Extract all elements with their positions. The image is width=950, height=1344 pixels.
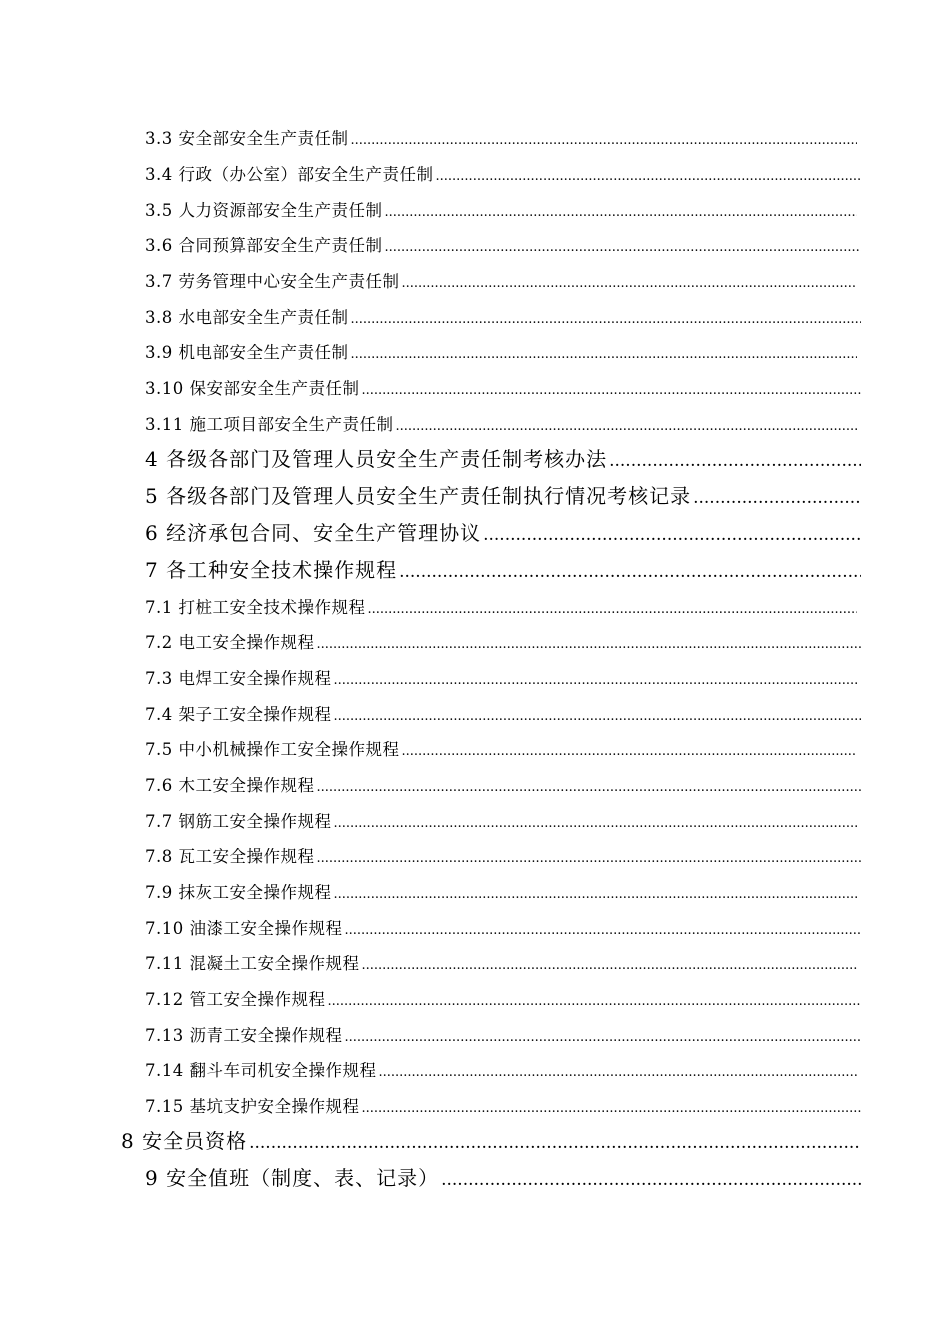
toc-entry[interactable] (145, 554, 861, 583)
toc-entry[interactable] (145, 701, 861, 725)
toc-leader-dots (385, 240, 862, 255)
toc-entry-label: 7.8 瓦工安全操作规程 (145, 847, 315, 866)
toc-entry[interactable] (145, 594, 857, 618)
toc-leader-dots (361, 958, 857, 973)
toc-entry-label: 7.13 沥青工安全操作规程 (145, 1026, 343, 1045)
toc-leader-dots (334, 673, 858, 688)
toc-entry[interactable] (145, 1093, 861, 1117)
toc-entry-label: 6 经济承包合同、安全生产管理协议 (145, 521, 482, 545)
toc-entry[interactable] (145, 339, 857, 363)
toc-entry-label: 3.4 行政（办公室）部安全生产责任制 (145, 165, 434, 184)
toc-entry-label: 7.9 抹灰工安全操作规程 (145, 883, 332, 902)
toc-entry-label: 7.11 混凝土工安全操作规程 (145, 954, 360, 973)
toc-entry[interactable] (145, 986, 861, 1010)
toc-entry[interactable] (145, 161, 861, 185)
toc-entry[interactable] (121, 1125, 861, 1154)
toc-leader-dots (334, 816, 858, 831)
toc-entry[interactable] (145, 232, 861, 256)
toc-entry-label: 7.2 电工安全操作规程 (145, 633, 315, 652)
toc-entry-label: 3.11 施工项目部安全生产责任制 (145, 415, 394, 434)
toc-entry-label: 3.5 人力资源部安全生产责任制 (145, 201, 383, 220)
toc-leader-dots (378, 1065, 857, 1080)
toc-entry-label: 9 安全值班（制度、表、记录） (145, 1166, 440, 1190)
toc-entry-label: 8 安全员资格 (121, 1129, 248, 1153)
toc-entry[interactable] (145, 375, 861, 399)
toc-entry[interactable] (145, 197, 857, 221)
toc-entry-label: 7 各工种安全技术操作规程 (145, 558, 398, 582)
toc-entry[interactable] (145, 1057, 857, 1081)
toc-entry-label: 5 各级各部门及管理人员安全生产责任制执行情况考核记录 (145, 484, 692, 508)
toc-entry[interactable] (145, 304, 861, 328)
toc-entry[interactable] (145, 268, 857, 292)
toc-leader-dots (483, 525, 861, 545)
toc-leader-dots (351, 133, 858, 148)
toc-entry-label: 7.4 架子工安全操作规程 (145, 705, 332, 724)
toc-entry-label: 7.10 油漆工安全操作规程 (145, 919, 343, 938)
toc-entry-label: 7.1 打桩工安全技术操作规程 (145, 598, 366, 617)
toc-entry[interactable] (145, 843, 861, 867)
toc-entry-label: 4 各级各部门及管理人员安全生产责任制考核办法 (145, 447, 608, 471)
toc-leader-dots (693, 488, 861, 508)
toc-entry[interactable] (145, 629, 861, 653)
toc-leader-dots (399, 562, 861, 582)
toc-leader-dots (317, 851, 862, 866)
toc-leader-dots (436, 169, 862, 184)
toc-entry-label: 7.3 电焊工安全操作规程 (145, 669, 332, 688)
toc-entry-label: 7.15 基坑支护安全操作规程 (145, 1097, 360, 1116)
toc-entry-label: 7.12 管工安全操作规程 (145, 990, 326, 1009)
toc-leader-dots (249, 1133, 861, 1153)
toc-leader-dots (334, 887, 858, 902)
toc-entry[interactable] (145, 665, 857, 689)
toc-entry-label: 7.6 木工安全操作规程 (145, 776, 315, 795)
toc-leader-dots (317, 637, 862, 652)
toc-entry[interactable] (145, 125, 857, 149)
toc-entry[interactable] (145, 480, 861, 509)
toc-entry[interactable] (145, 772, 861, 796)
toc-leader-dots (361, 1101, 861, 1116)
toc-leader-dots (441, 1170, 861, 1190)
toc-leader-dots (317, 780, 862, 795)
toc-entry-label: 3.6 合同预算部安全生产责任制 (145, 236, 383, 255)
toc-entry[interactable] (145, 517, 861, 546)
toc-entry[interactable] (145, 411, 857, 435)
toc-leader-dots (402, 276, 858, 291)
toc-entry[interactable] (145, 808, 857, 832)
toc-leader-dots (395, 419, 857, 434)
toc-leader-dots (327, 994, 861, 1009)
toc-entry-label: 3.9 机电部安全生产责任制 (145, 343, 349, 362)
toc-entry[interactable] (145, 1162, 861, 1191)
toc-leader-dots (385, 205, 858, 220)
toc-entry-label: 3.8 水电部安全生产责任制 (145, 308, 349, 327)
toc-entry-label: 7.7 钢筋工安全操作规程 (145, 812, 332, 831)
toc-entry[interactable] (145, 915, 861, 939)
toc-entry[interactable] (145, 443, 861, 472)
toc-entry[interactable] (145, 1022, 861, 1046)
toc-entry-label: 3.3 安全部安全生产责任制 (145, 129, 349, 148)
toc-leader-dots (361, 383, 861, 398)
toc-entry[interactable] (145, 736, 857, 760)
toc-leader-dots (344, 1030, 861, 1045)
toc-entry-label: 3.10 保安部安全生产责任制 (145, 379, 360, 398)
toc-leader-dots (351, 312, 862, 327)
toc-leader-dots (344, 923, 861, 938)
toc-entry[interactable] (145, 950, 857, 974)
toc-entry-label: 7.5 中小机械操作工安全操作规程 (145, 740, 400, 759)
toc-entry[interactable] (145, 879, 857, 903)
toc-leader-dots (334, 709, 862, 724)
toc-leader-dots (402, 744, 858, 759)
toc-leader-dots (368, 602, 858, 617)
toc-leader-dots (609, 451, 861, 471)
toc-leader-dots (351, 347, 858, 362)
toc-entry-label: 7.14 翻斗车司机安全操作规程 (145, 1061, 377, 1080)
toc-entry-label: 3.7 劳务管理中心安全生产责任制 (145, 272, 400, 291)
